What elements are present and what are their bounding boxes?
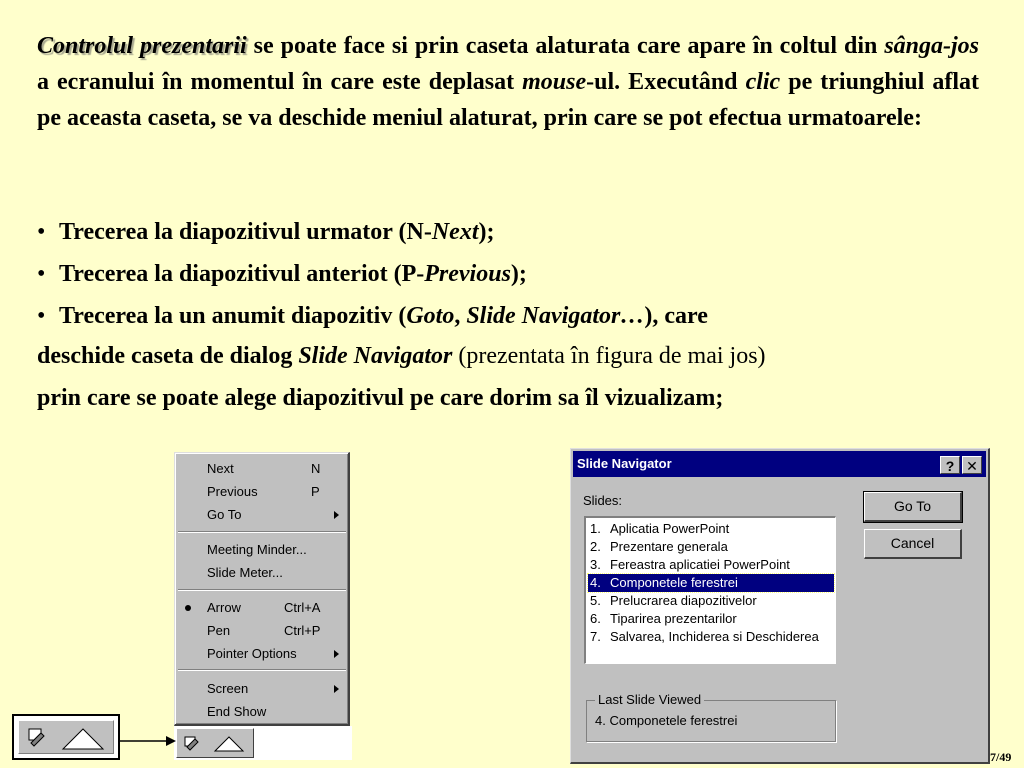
menu-item-label: Arrow <box>207 600 241 615</box>
last-slide-viewed-value: 4. Componetele ferestrei <box>595 713 738 728</box>
bullet-text: Trecerea la diapozitivul anteriot (P- <box>59 261 425 287</box>
control-box-icons[interactable] <box>19 721 117 757</box>
slide-list-item[interactable] <box>590 520 836 538</box>
slide-num: 6. <box>590 611 601 626</box>
intro-text-2: a ecranului în momentul în care este deplasat <box>37 69 523 95</box>
menu-separator <box>178 669 346 671</box>
bullet-italic: Previous <box>424 261 511 287</box>
last-slide-viewed-label: Last Slide Viewed <box>595 691 704 709</box>
slide-num: 1. <box>590 521 601 536</box>
menu-item-accel: P <box>311 484 320 499</box>
menu-item-label: Pointer Options <box>207 646 297 661</box>
menu-item-screen[interactable] <box>175 677 347 700</box>
bullet-italic-2: Slide Navigator… <box>466 303 645 329</box>
menu-item-next[interactable] <box>175 457 347 480</box>
bullet-dot: • <box>37 261 46 287</box>
menu-item-accel: N <box>311 461 321 476</box>
intro-italic-2: mouse <box>522 69 587 95</box>
intro-paragraph <box>37 28 979 136</box>
slideshow-control-box <box>12 714 120 760</box>
menu-item-meeting-minder[interactable] <box>175 538 347 561</box>
menu-item-end-show[interactable] <box>175 700 347 723</box>
slide-name: Salvarea, Inchiderea si Deschiderea <box>610 629 819 644</box>
slide-num: 4. <box>590 575 601 590</box>
goto-button[interactable]: Go To <box>864 492 962 522</box>
slides-listbox[interactable] <box>584 516 836 664</box>
bullet-text-end: ), care <box>644 303 708 329</box>
menu-item-label: Next <box>207 461 234 476</box>
menu-item-accel: Ctrl+P <box>284 623 321 638</box>
slide-name: Prelucrarea diapozitivelor <box>610 593 757 608</box>
last-slide-viewed-group <box>586 692 836 742</box>
continuation-line-2: prin care se poate alege diapozitivul pe care dorim sa îl vizualizam; <box>37 385 724 411</box>
menu-item-goto[interactable] <box>175 503 347 526</box>
slide-num: 7. <box>590 629 601 644</box>
submenu-arrow-icon <box>334 511 339 519</box>
intro-italic-3: clic <box>745 69 781 95</box>
menu-item-label: Meeting Minder... <box>207 542 307 557</box>
slide-list-item[interactable] <box>590 628 836 646</box>
menu-item-accel: Ctrl+A <box>284 600 321 615</box>
slide-name: Aplicatia PowerPoint <box>610 521 730 536</box>
continuation-normal: (prezentata în figura de mai jos) <box>452 343 766 369</box>
bullet-text-mid: , <box>454 303 467 329</box>
intro-text-3: -ul. Executând <box>586 69 746 95</box>
slide-list-item[interactable] <box>590 610 836 628</box>
menu-item-pen[interactable] <box>175 619 347 642</box>
menu-item-label: End Show <box>207 704 267 719</box>
pen-icon[interactable] <box>177 729 253 757</box>
bullet-next <box>37 214 494 250</box>
intro-title-phrase: Controlul prezentarii <box>37 33 247 59</box>
help-button[interactable]: ? <box>940 456 960 474</box>
menu-item-label: Previous <box>207 484 258 499</box>
bullet-text-end: ); <box>510 261 527 287</box>
bullet-text: Trecerea la diapozitivul urmator (N- <box>59 219 432 245</box>
radio-check-icon <box>185 605 191 611</box>
slide-list-item[interactable] <box>590 592 836 610</box>
slides-label: Slides: <box>583 493 623 508</box>
menu-separator <box>178 589 346 591</box>
slide-num: 3. <box>590 557 601 572</box>
slide-list-item[interactable] <box>590 538 836 556</box>
submenu-arrow-icon <box>334 685 339 693</box>
cancel-button[interactable]: Cancel <box>864 529 962 559</box>
bullet-text-end: ); <box>478 219 495 245</box>
continuation-text: deschide caseta de dialog <box>37 343 299 369</box>
slide-num: 5. <box>590 593 601 608</box>
menu-item-pointer-options[interactable] <box>175 642 347 665</box>
intro-italic-1: sânga-jos <box>884 33 979 59</box>
dialog-titlebar[interactable] <box>573 451 986 477</box>
slide-name: Prezentare generala <box>610 539 728 554</box>
connector-arrow-icon <box>120 734 176 748</box>
close-button[interactable]: ✕ <box>962 456 982 474</box>
continuation-line-1 <box>37 338 766 374</box>
menu-item-previous[interactable] <box>175 480 347 503</box>
submenu-arrow-icon <box>334 650 339 658</box>
menu-item-slide-meter[interactable] <box>175 561 347 584</box>
menu-item-label: Go To <box>207 507 242 522</box>
slide-name: Componetele ferestrei <box>610 575 738 590</box>
page-number: 7/49 <box>990 750 1012 764</box>
continuation-italic: Slide Navigator <box>298 343 453 369</box>
bullet-dot: • <box>37 219 46 245</box>
menu-item-label: Screen <box>207 681 249 696</box>
slideshow-popup-menu <box>174 452 350 726</box>
menu-item-label: Pen <box>207 623 231 638</box>
dialog-title: Slide Navigator <box>577 456 672 471</box>
bullet-goto <box>37 298 708 334</box>
control-box-frame <box>176 728 254 758</box>
menu-separator <box>178 531 346 533</box>
intro-text-4: pe triunghiul aflat pe aceasta caseta, se va deschide meniul alaturat, prin care se pot efectua urmatoarele: <box>37 69 979 131</box>
bullet-italic: Goto <box>406 303 455 329</box>
control-box-inner <box>18 720 114 754</box>
bullet-dot: • <box>37 303 46 329</box>
slide-list-item-selected[interactable] <box>588 574 834 592</box>
slide-num: 2. <box>590 539 601 554</box>
menu-item-label: Slide Meter... <box>207 565 283 580</box>
slide-name: Fereastra aplicatiei PowerPoint <box>610 557 790 572</box>
menu-item-arrow[interactable] <box>175 596 347 619</box>
slide-list-item[interactable] <box>590 556 836 574</box>
menu-triangle-icon <box>215 737 243 751</box>
bullet-text: Trecerea la un anumit diapozitiv ( <box>59 303 407 329</box>
bullet-previous <box>37 256 527 292</box>
intro-text-1: se poate face si prin caseta alaturata care apare în coltul din <box>246 33 885 59</box>
slide-name: Tiparirea prezentarilor <box>610 611 737 626</box>
bullet-italic: Next <box>431 219 479 245</box>
slideshow-control-box-small <box>174 726 352 760</box>
